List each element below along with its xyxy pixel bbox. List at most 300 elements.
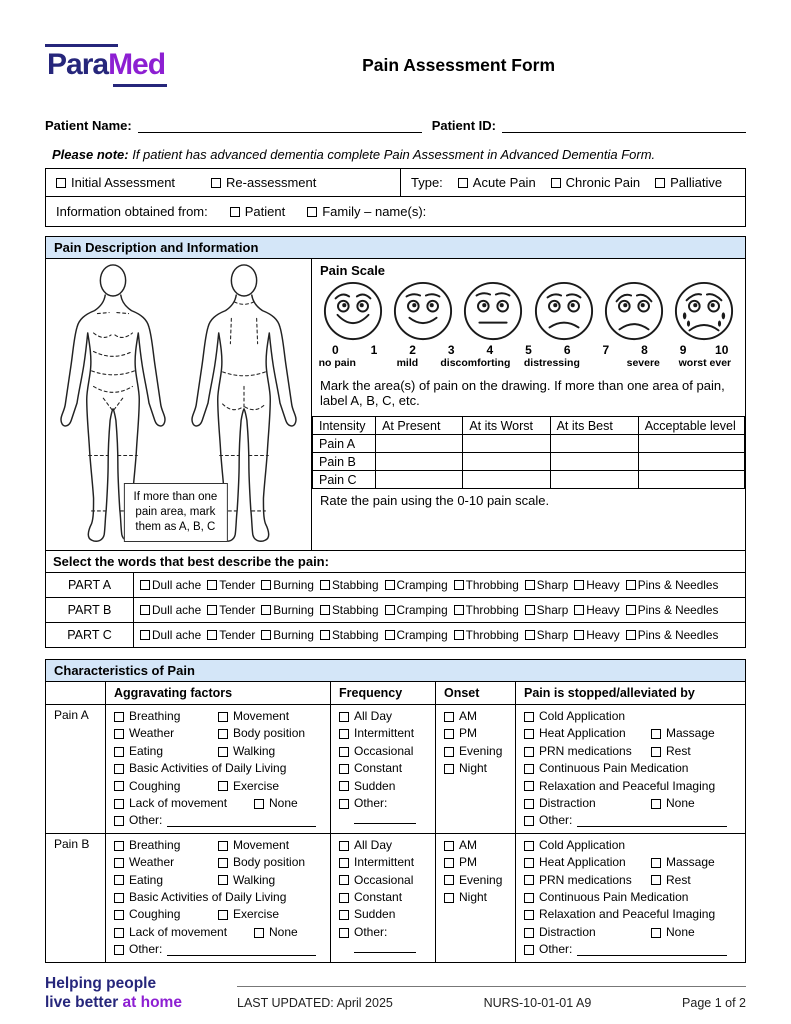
checkbox-line	[339, 795, 427, 812]
checkbox-dull-ache[interactable]	[140, 578, 201, 592]
checkbox-box-icon[interactable]	[261, 580, 271, 590]
intensity-input-cell-pain-c-at-its-worst[interactable]	[463, 471, 550, 489]
scale-word-discomforting: discomforting	[440, 357, 511, 369]
checkbox-box-icon[interactable]	[218, 781, 228, 791]
checkbox-box-icon[interactable]	[218, 729, 228, 739]
checkbox-sharp[interactable]	[525, 578, 568, 592]
checkbox-box-icon[interactable]	[444, 841, 454, 851]
checkbox-box-icon[interactable]	[651, 799, 661, 809]
checkbox-label: Intermittent	[354, 855, 415, 870]
checkbox-cramping[interactable]	[385, 578, 448, 592]
pain-scale-cell	[312, 259, 745, 550]
checkbox-box-icon[interactable]	[385, 605, 395, 615]
checkbox-box-icon[interactable]	[524, 729, 534, 739]
checkbox-other[interactable]	[524, 812, 572, 829]
checkbox-box-icon[interactable]	[307, 207, 317, 217]
checkbox-box-icon[interactable]	[574, 580, 584, 590]
checkbox-box-icon[interactable]	[626, 630, 636, 640]
type-label: Type:	[411, 175, 443, 190]
checkbox-dull-ache[interactable]	[140, 603, 201, 617]
checkbox-sudden[interactable]	[339, 778, 395, 795]
tagline-line2-purple: at home	[122, 993, 182, 1011]
checkbox-box-icon[interactable]	[524, 747, 534, 757]
checkbox-label: Other:	[539, 942, 573, 957]
checkbox-initial-assessment[interactable]	[56, 175, 175, 190]
checkbox-cold-application[interactable]	[524, 837, 625, 854]
checkbox-night[interactable]	[444, 889, 487, 906]
checkbox-box-icon[interactable]	[524, 928, 534, 938]
descriptor-row-label: PART B	[46, 598, 134, 622]
descriptor-row-part-b	[46, 597, 745, 622]
assessment-type-box	[45, 168, 746, 227]
checkbox-am[interactable]	[444, 708, 477, 725]
checkbox-line	[114, 941, 322, 958]
checkbox-box-icon[interactable]	[458, 178, 468, 188]
checkbox-box-icon[interactable]	[626, 580, 636, 590]
checkbox-label: None	[666, 924, 695, 939]
checkbox-box-icon[interactable]	[525, 630, 535, 640]
checkbox-box-icon[interactable]	[551, 178, 561, 188]
pain-face-0-icon	[322, 280, 384, 342]
scale-number-2: 2	[409, 343, 416, 357]
checkbox-box-icon[interactable]	[320, 605, 330, 615]
scale-word-worst-ever: worst ever	[678, 357, 732, 369]
checkbox-exercise[interactable]	[218, 778, 279, 795]
checkbox-all-day[interactable]	[339, 708, 392, 725]
checkbox-tender[interactable]	[207, 628, 255, 642]
checkbox-box-icon[interactable]	[444, 764, 454, 774]
checkbox-continuous-pain-medication[interactable]	[524, 889, 688, 906]
checkbox-heavy[interactable]	[574, 628, 619, 642]
checkbox-box-icon[interactable]	[651, 858, 661, 868]
checkbox-box-icon[interactable]	[339, 893, 349, 903]
rate-instruction: Rate the pain using the 0-10 pain scale.	[320, 493, 550, 508]
checkbox-label: Breathing	[129, 709, 181, 723]
checkbox-box-icon[interactable]	[385, 580, 395, 590]
checkbox-box-icon[interactable]	[114, 910, 124, 920]
checkbox-box-icon[interactable]	[454, 605, 464, 615]
checkbox-acute-pain[interactable]	[458, 175, 536, 190]
checkbox-breathing[interactable]	[114, 708, 218, 725]
checkbox-movement[interactable]	[218, 708, 289, 725]
checkbox-stabbing[interactable]	[320, 628, 379, 642]
checkbox-box-icon[interactable]	[444, 893, 454, 903]
checkbox-box-icon[interactable]	[444, 729, 454, 739]
checkbox-pins-needles[interactable]	[626, 578, 719, 592]
intensity-input-cell-pain-b-at-its-worst[interactable]	[463, 453, 550, 471]
checkbox-box-icon[interactable]	[655, 178, 665, 188]
checkbox-tender[interactable]	[207, 603, 255, 617]
checkbox-box-icon[interactable]	[114, 945, 124, 955]
checkbox-weather[interactable]	[114, 854, 218, 871]
intensity-input-cell-pain-a-at-present[interactable]	[376, 435, 463, 453]
checkbox-box-icon[interactable]	[524, 841, 534, 851]
checkbox-label: Patient	[244, 204, 286, 219]
checkbox-none[interactable]	[651, 924, 695, 941]
note-bold: Please note:	[52, 147, 129, 162]
checkbox-box-icon[interactable]	[218, 841, 228, 851]
checkbox-walking[interactable]	[218, 872, 275, 889]
checkbox-label: Dull ache	[152, 578, 202, 592]
checkbox-box-icon[interactable]	[218, 747, 228, 757]
checkbox-box-icon[interactable]	[339, 841, 349, 851]
checkbox-box-icon[interactable]	[651, 928, 661, 938]
checkbox-lack-of-movement[interactable]	[114, 795, 254, 812]
checkbox-coughing[interactable]	[114, 778, 218, 795]
checkbox-pins-needles[interactable]	[626, 628, 719, 642]
checkbox-label: Intermittent	[354, 726, 415, 741]
checkbox-box-icon[interactable]	[218, 712, 228, 722]
checkbox-box-icon[interactable]	[114, 893, 124, 903]
descriptor-options	[134, 573, 745, 597]
intensity-input-cell-pain-c-acceptable-level[interactable]	[638, 471, 744, 489]
checkbox-box-icon[interactable]	[339, 729, 349, 739]
checkbox-box-icon[interactable]	[339, 764, 349, 774]
checkbox-label: Walking	[233, 743, 276, 758]
checkbox-label: Body position	[233, 726, 306, 741]
checkbox-box-icon[interactable]	[211, 178, 221, 188]
checkbox-cramping[interactable]	[385, 603, 448, 617]
checkbox-box-icon[interactable]	[140, 605, 150, 615]
checkbox-occasional[interactable]	[339, 872, 413, 889]
checkbox-box-icon[interactable]	[454, 580, 464, 590]
pain-face-10-icon	[673, 280, 735, 342]
checkbox-box-icon[interactable]	[339, 799, 349, 809]
checkbox-burning[interactable]	[261, 603, 314, 617]
checkbox-line	[524, 889, 737, 906]
checkbox-box-icon[interactable]	[261, 605, 271, 615]
checkbox-box-icon[interactable]	[651, 747, 661, 757]
checkbox-patient[interactable]	[230, 204, 285, 219]
checkbox-label: Rest	[666, 872, 691, 887]
checkbox-box-icon[interactable]	[114, 712, 124, 722]
other-write-in-line[interactable]	[167, 826, 316, 827]
checkbox-intermittent[interactable]	[339, 725, 414, 742]
checkbox-dull-ache[interactable]	[140, 628, 201, 642]
checkbox-box-icon[interactable]	[56, 178, 66, 188]
checkbox-all-day[interactable]	[339, 837, 392, 854]
checkbox-label: Constant	[354, 761, 403, 776]
checkbox-box-icon[interactable]	[574, 630, 584, 640]
checkbox-box-icon[interactable]	[230, 207, 240, 217]
checkbox-movement[interactable]	[218, 837, 289, 854]
checkbox-intermittent[interactable]	[339, 854, 414, 871]
checkbox-box-icon[interactable]	[574, 605, 584, 615]
intensity-input-cell-pain-b-acceptable-level[interactable]	[638, 453, 744, 471]
checkbox-box-icon[interactable]	[207, 605, 217, 615]
checkbox-none[interactable]	[254, 795, 298, 812]
frequency-other-write-line[interactable]	[354, 823, 416, 824]
footer-meta-row	[237, 986, 746, 1010]
checkbox-heat-application[interactable]	[524, 725, 651, 742]
checkbox-label: Heavy	[586, 628, 620, 642]
checkbox-box-icon[interactable]	[444, 712, 454, 722]
checkbox-box-icon[interactable]	[114, 729, 124, 739]
checkbox-box-icon[interactable]	[114, 747, 124, 757]
checkbox-line	[339, 708, 427, 725]
checkbox-box-icon[interactable]	[524, 910, 534, 920]
checkbox-pins-needles[interactable]	[626, 603, 719, 617]
checkbox-line	[114, 837, 322, 854]
checkbox-breathing[interactable]	[114, 837, 218, 854]
checkbox-relaxation-and-peaceful-imaging[interactable]	[524, 778, 715, 795]
checkbox-palliative[interactable]	[655, 175, 722, 190]
checkbox-label: Occasional	[354, 743, 414, 758]
checkbox-box-icon[interactable]	[339, 747, 349, 757]
page-title: Pain Assessment Form	[362, 54, 556, 75]
checkbox-box-icon[interactable]	[140, 630, 150, 640]
checkbox-line	[524, 941, 737, 958]
checkbox-cramping[interactable]	[385, 628, 448, 642]
checkbox-heavy[interactable]	[574, 603, 619, 617]
checkbox-box-icon[interactable]	[114, 816, 124, 826]
checkbox-burning[interactable]	[261, 578, 314, 592]
information-source-cell	[46, 197, 745, 226]
checkbox-box-icon[interactable]	[454, 630, 464, 640]
checkbox-am[interactable]	[444, 837, 477, 854]
checkbox-box-icon[interactable]	[207, 630, 217, 640]
checkbox-box-icon[interactable]	[525, 605, 535, 615]
checkbox-label: Continuous Pain Medication	[539, 890, 689, 905]
characteristics-column-headers	[46, 682, 745, 705]
checkbox-box-icon[interactable]	[114, 875, 124, 885]
checkbox-box-icon[interactable]	[651, 729, 661, 739]
other-write-in-line[interactable]	[167, 955, 316, 956]
intensity-input-cell-pain-b-at-its-best[interactable]	[550, 453, 638, 471]
checkbox-box-icon[interactable]	[339, 910, 349, 920]
checkbox-stabbing[interactable]	[320, 603, 379, 617]
frequency-cell	[331, 705, 436, 833]
checkbox-box-icon[interactable]	[524, 945, 534, 955]
checkbox-box-icon[interactable]	[114, 781, 124, 791]
checkbox-label: Evening	[459, 872, 503, 887]
checkbox-label: Cold Application	[539, 837, 626, 852]
checkbox-label: Cramping	[396, 603, 448, 617]
pain-face-2-icon	[392, 280, 454, 342]
page-footer	[45, 975, 746, 1013]
pain-face-6-icon	[533, 280, 595, 342]
checkbox-label: Sudden	[354, 778, 396, 793]
checkbox-rest[interactable]	[651, 872, 691, 889]
checkbox-line	[524, 924, 737, 941]
checkbox-box-icon[interactable]	[207, 580, 217, 590]
intensity-header-at-its-best: At its Best	[550, 417, 638, 435]
checkbox-box-icon[interactable]	[218, 875, 228, 885]
checkbox-eating[interactable]	[114, 872, 218, 889]
checkbox-other[interactable]	[339, 924, 387, 941]
checkbox-box-icon[interactable]	[114, 858, 124, 868]
checkbox-other[interactable]	[114, 941, 162, 958]
frequency-other-write-line[interactable]	[354, 952, 416, 953]
checkbox-heavy[interactable]	[574, 578, 619, 592]
patient-id-write-line[interactable]	[502, 118, 746, 133]
checkbox-chronic-pain[interactable]	[551, 175, 640, 190]
checkbox-night[interactable]	[444, 760, 487, 777]
other-write-in-line[interactable]	[577, 826, 727, 827]
checkbox-label: PRN medications	[539, 743, 632, 758]
checkbox-prn-medications[interactable]	[524, 872, 651, 889]
checkbox-box-icon[interactable]	[114, 928, 124, 938]
checkbox-body-position[interactable]	[218, 725, 305, 742]
checkbox-box-icon[interactable]	[218, 910, 228, 920]
checkbox-box-icon[interactable]	[444, 875, 454, 885]
body-diagram-mark-area[interactable]	[46, 259, 312, 550]
checkbox-label: Other:	[354, 924, 388, 939]
checkbox-none[interactable]	[254, 924, 298, 941]
checkbox-line	[339, 889, 427, 906]
checkbox-box-icon[interactable]	[218, 858, 228, 868]
checkbox-other[interactable]	[524, 941, 572, 958]
checkbox-tender[interactable]	[207, 578, 255, 592]
other-write-in-line[interactable]	[577, 955, 727, 956]
checkbox-label: Initial Assessment	[71, 175, 176, 190]
checkbox-box-icon[interactable]	[114, 764, 124, 774]
checkbox-box-icon[interactable]	[444, 747, 454, 757]
checkbox-constant[interactable]	[339, 760, 402, 777]
checkbox-label: PM	[459, 726, 477, 741]
checkbox-line	[114, 795, 322, 812]
intensity-row-label-pain-b: Pain B	[313, 453, 376, 471]
checkbox-throbbing[interactable]	[454, 628, 519, 642]
checkbox-distraction[interactable]	[524, 795, 651, 812]
checkbox-massage[interactable]	[651, 725, 715, 742]
checkbox-box-icon[interactable]	[339, 928, 349, 938]
checkbox-label: Pins & Needles	[637, 628, 719, 642]
checkbox-label: Stabbing	[331, 603, 379, 617]
checkbox-box-icon[interactable]	[524, 858, 534, 868]
intensity-input-cell-pain-a-at-its-best[interactable]	[550, 435, 638, 453]
checkbox-walking[interactable]	[218, 743, 275, 760]
checkbox-basic-activities-of-daily-living[interactable]	[114, 760, 286, 777]
checkbox-none[interactable]	[651, 795, 695, 812]
checkbox-other[interactable]	[114, 812, 162, 829]
checkbox-massage[interactable]	[651, 854, 715, 871]
checkbox-box-icon[interactable]	[254, 799, 264, 809]
checkbox-pm[interactable]	[444, 854, 477, 871]
intensity-input-cell-pain-a-at-its-worst[interactable]	[463, 435, 550, 453]
checkbox-box-icon[interactable]	[254, 928, 264, 938]
alleviated-by-cell	[516, 834, 745, 962]
checkbox-body-position[interactable]	[218, 854, 305, 871]
checkbox-prn-medications[interactable]	[524, 743, 651, 760]
checkbox-box-icon[interactable]	[114, 841, 124, 851]
mark-areas-instruction: Mark the area(s) of pain on the drawing. If more than one area of pain, label A, B, C, etc.	[320, 378, 725, 408]
checkbox-family-name-s[interactable]	[307, 204, 426, 219]
checkbox-label: Cramping	[396, 628, 448, 642]
scale-word-mild: mild	[396, 357, 419, 369]
checkbox-lack-of-movement[interactable]	[114, 924, 254, 941]
checkbox-box-icon[interactable]	[339, 781, 349, 791]
checkbox-box-icon[interactable]	[524, 875, 534, 885]
checkbox-box-icon[interactable]	[320, 630, 330, 640]
checkbox-label: Burning	[273, 578, 314, 592]
checkbox-relaxation-and-peaceful-imaging[interactable]	[524, 906, 715, 923]
checkbox-throbbing[interactable]	[454, 603, 519, 617]
checkbox-label: Heavy	[586, 578, 620, 592]
checkbox-other[interactable]	[339, 795, 387, 812]
intensity-input-cell-pain-c-at-its-best[interactable]	[550, 471, 638, 489]
col-header-aggravating: Aggravating factors	[106, 682, 331, 704]
checkbox-line	[114, 854, 322, 871]
checkbox-re-assessment[interactable]	[211, 175, 316, 190]
patient-name-write-line[interactable]	[138, 118, 422, 133]
checkbox-rest[interactable]	[651, 743, 691, 760]
checkbox-box-icon[interactable]	[261, 630, 271, 640]
aggravating-factors-cell	[106, 705, 331, 833]
paramed-logo	[45, 50, 167, 80]
checkbox-box-icon[interactable]	[140, 580, 150, 590]
checkbox-label: Pins & Needles	[637, 603, 719, 617]
checkbox-label: Body position	[233, 855, 306, 870]
checkbox-eating[interactable]	[114, 743, 218, 760]
checkbox-coughing[interactable]	[114, 906, 218, 923]
scale-number-3: 3	[447, 343, 455, 357]
checkbox-label: AM	[459, 709, 477, 723]
checkbox-box-icon[interactable]	[524, 764, 534, 774]
checkbox-continuous-pain-medication[interactable]	[524, 760, 688, 777]
checkbox-weather[interactable]	[114, 725, 218, 742]
intensity-input-cell-pain-a-acceptable-level[interactable]	[638, 435, 744, 453]
checkbox-constant[interactable]	[339, 889, 402, 906]
checkbox-label: Rest	[666, 743, 691, 758]
intensity-input-cell-pain-b-at-present[interactable]	[376, 453, 463, 471]
checkbox-label: Cold Application	[539, 709, 626, 723]
checkbox-box-icon[interactable]	[524, 799, 534, 809]
checkbox-evening[interactable]	[444, 743, 502, 760]
checkbox-box-icon[interactable]	[339, 712, 349, 722]
checkbox-box-icon[interactable]	[320, 580, 330, 590]
checkbox-box-icon[interactable]	[524, 781, 534, 791]
checkbox-box-icon[interactable]	[525, 580, 535, 590]
checkbox-occasional[interactable]	[339, 743, 413, 760]
checkbox-box-icon[interactable]	[339, 875, 349, 885]
checkbox-label: Pins & Needles	[637, 578, 719, 592]
checkbox-box-icon[interactable]	[524, 816, 534, 826]
checkbox-box-icon[interactable]	[444, 858, 454, 868]
checkbox-box-icon[interactable]	[114, 799, 124, 809]
checkbox-box-icon[interactable]	[339, 858, 349, 868]
info-options	[230, 204, 427, 219]
checkbox-basic-activities-of-daily-living[interactable]	[114, 889, 286, 906]
checkbox-line	[524, 906, 737, 923]
checkbox-label: Tender	[219, 628, 256, 642]
checkbox-evening[interactable]	[444, 872, 502, 889]
checkbox-box-icon[interactable]	[524, 712, 534, 722]
checkbox-box-icon[interactable]	[651, 875, 661, 885]
checkbox-heat-application[interactable]	[524, 854, 651, 871]
page-header	[45, 36, 746, 94]
checkbox-label: Exercise	[233, 907, 280, 922]
checkbox-sharp[interactable]	[525, 628, 568, 642]
checkbox-box-icon[interactable]	[385, 630, 395, 640]
checkbox-pm[interactable]	[444, 725, 477, 742]
checkbox-label: Walking	[233, 872, 276, 887]
checkbox-label: Distraction	[539, 924, 596, 939]
checkbox-label: Relaxation and Peaceful Imaging	[539, 907, 716, 922]
checkbox-label: Weather	[129, 855, 175, 870]
checkbox-burning[interactable]	[261, 628, 314, 642]
checkbox-cold-application[interactable]	[524, 708, 625, 725]
checkbox-box-icon[interactable]	[626, 605, 636, 615]
checkbox-exercise[interactable]	[218, 906, 279, 923]
checkbox-sudden[interactable]	[339, 906, 395, 923]
checkbox-box-icon[interactable]	[524, 893, 534, 903]
checkbox-distraction[interactable]	[524, 924, 651, 941]
checkbox-sharp[interactable]	[525, 603, 568, 617]
intensity-input-cell-pain-c-at-present[interactable]	[376, 471, 463, 489]
checkbox-throbbing[interactable]	[454, 578, 519, 592]
checkbox-stabbing[interactable]	[320, 578, 379, 592]
